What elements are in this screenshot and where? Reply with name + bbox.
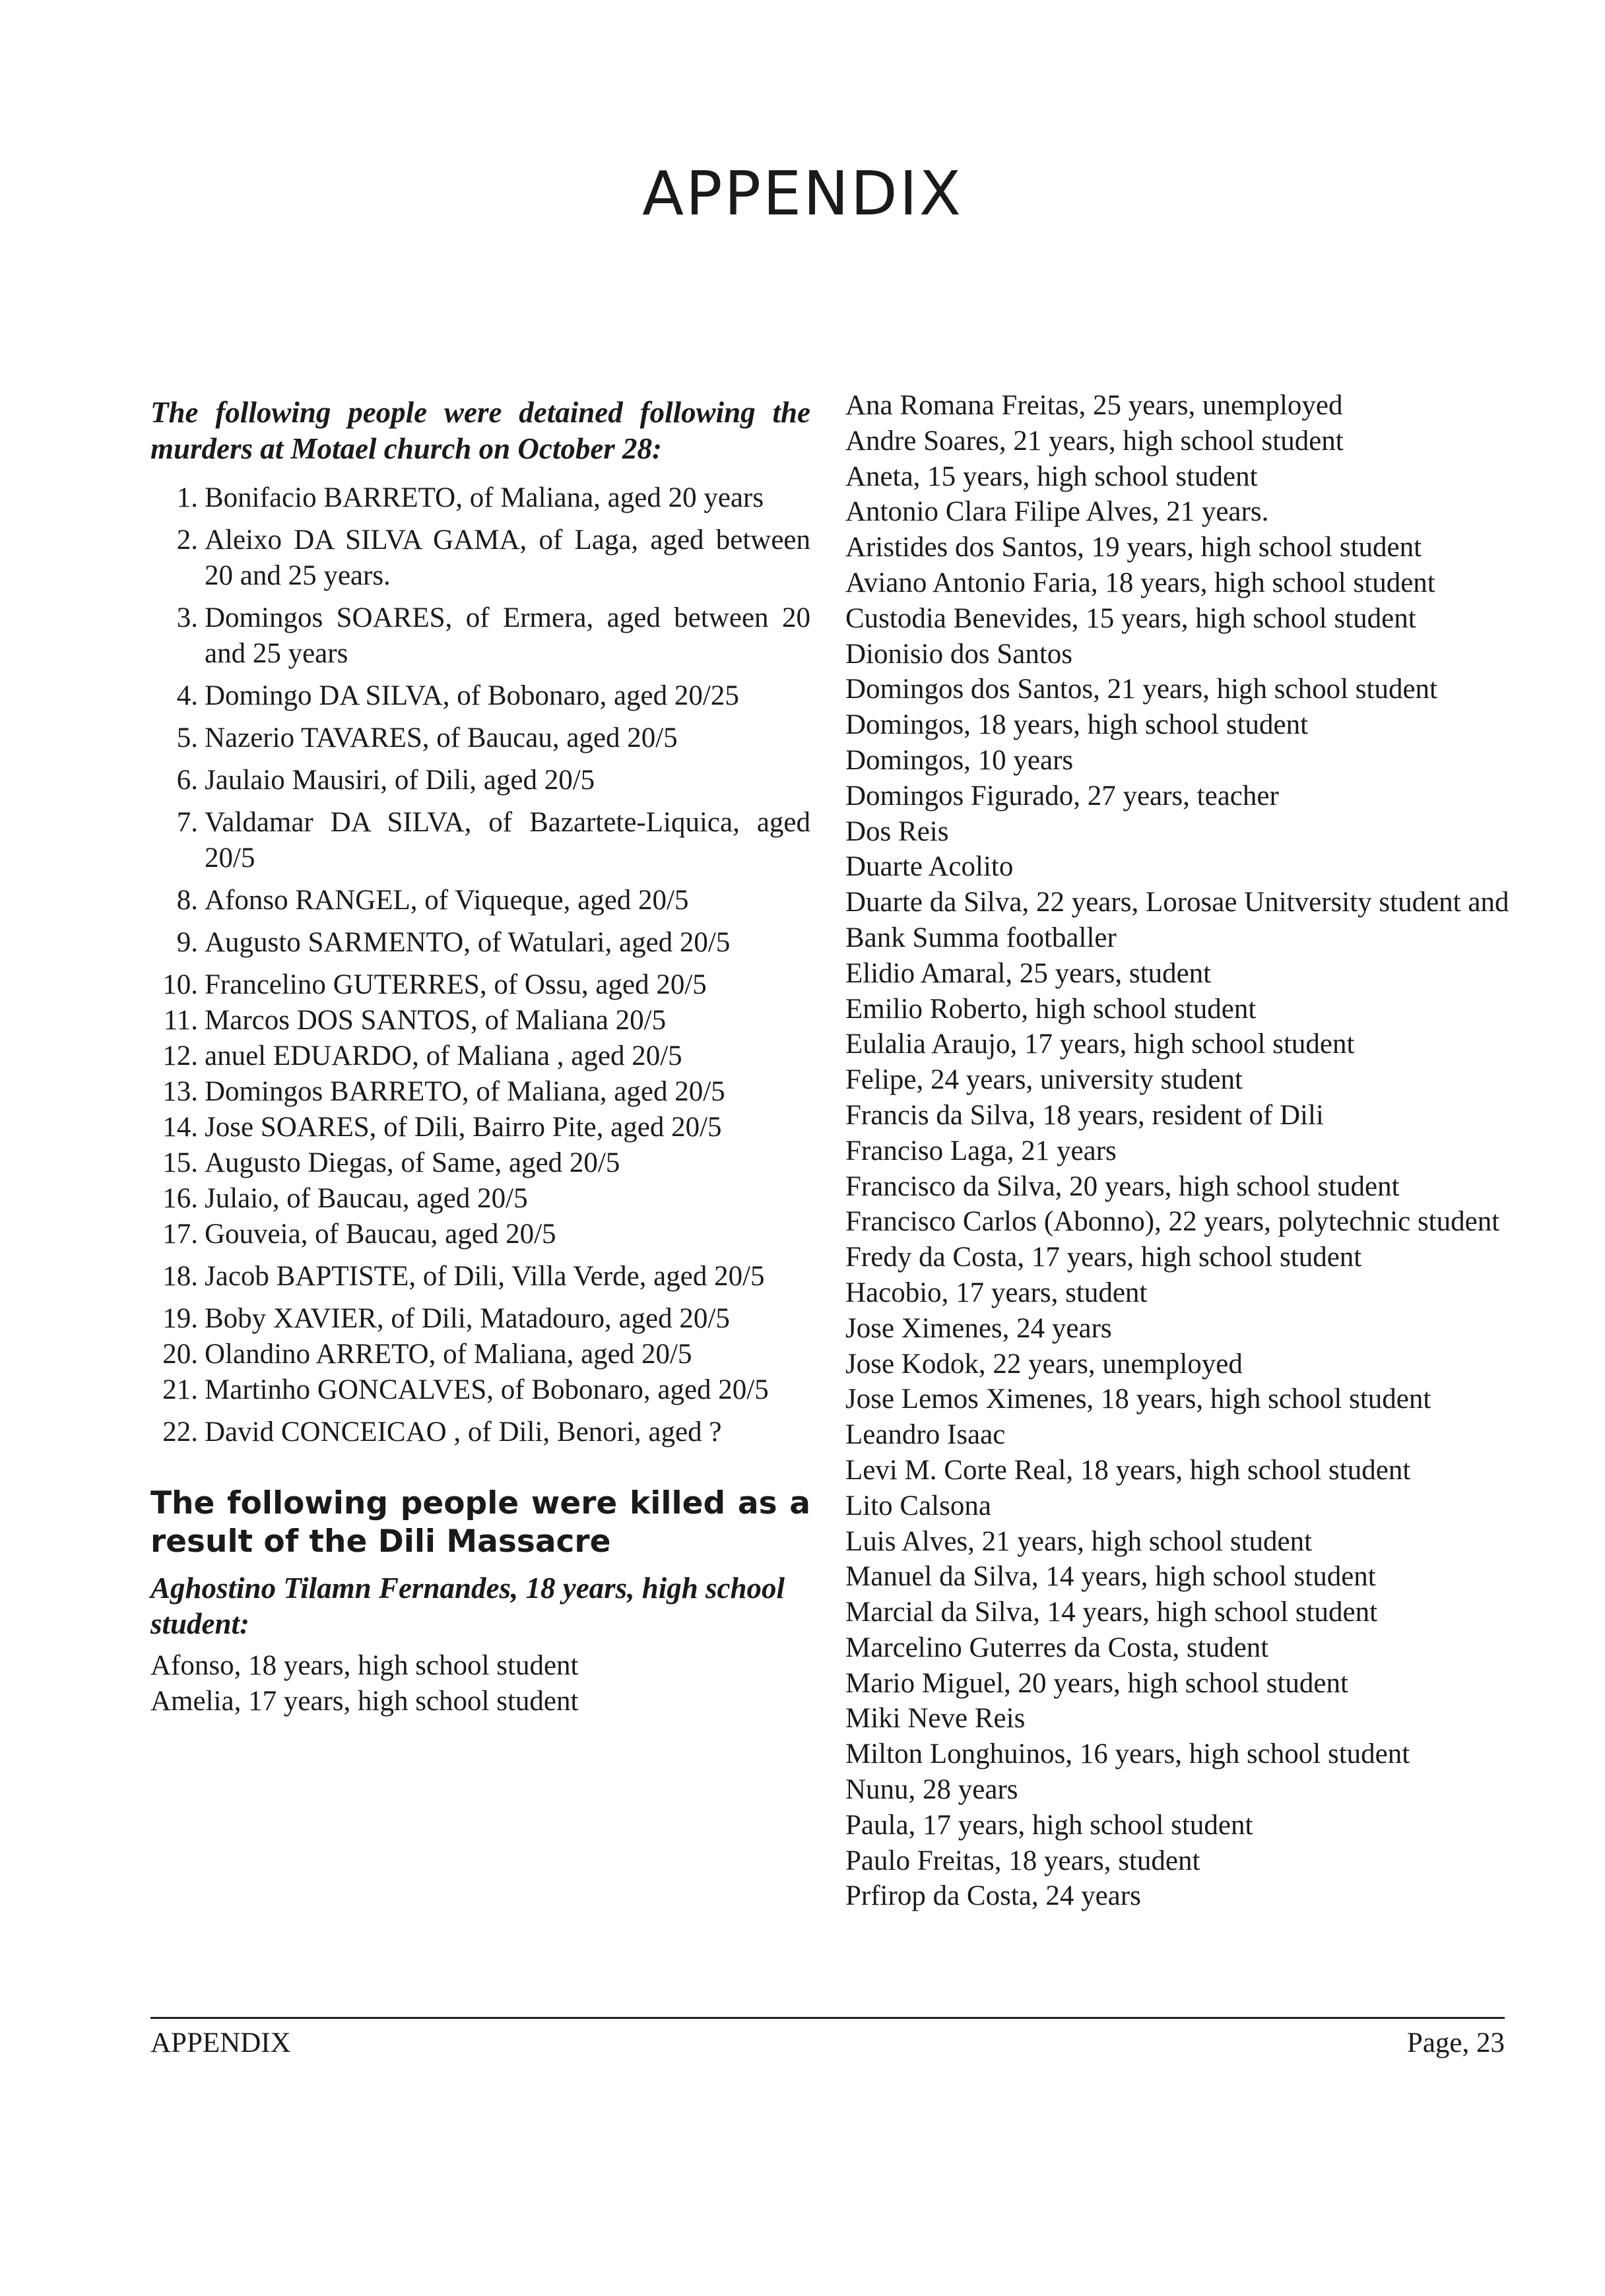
footer-rule <box>150 2017 1505 2019</box>
victim-entry: Custodia Benevides, 15 years, high school student <box>845 602 1416 634</box>
victim-entry: Jose Kodok, 22 years, unemployed <box>845 1348 1243 1380</box>
detainee-entry: Domingos SOARES, of Ermera, aged between 20 and 25 years <box>205 602 810 669</box>
victim-entry: Francisco da Silva, 20 years, high school student <box>845 1170 1400 1202</box>
footer-section-label: APPENDIX <box>150 2027 291 2058</box>
detainee-item <box>150 1415 810 1450</box>
victim-entry: Dionisio dos Santos <box>845 638 1073 670</box>
victim-entry: Ana Romana Freitas, 25 years, unemployed <box>845 390 1343 421</box>
detainee-item <box>150 1337 810 1372</box>
detainee-item <box>150 925 810 961</box>
detainee-number: 12. <box>162 1040 198 1071</box>
detainee-item <box>150 1074 810 1110</box>
detainee-item <box>150 883 810 918</box>
detainee-number: 1. <box>176 482 198 513</box>
victim-entry: Leandro Isaac <box>845 1419 1006 1451</box>
detainee-item <box>150 720 810 756</box>
detainee-item <box>150 678 810 714</box>
detainee-number: 19. <box>162 1303 198 1334</box>
victim-entry: Eulalia Araujo, 17 years, high school student <box>845 1029 1355 1060</box>
victim-entry: Francis da Silva, 18 years, resident of Dili <box>845 1099 1324 1131</box>
victim-entry: Mario Miguel, 20 years, high school student <box>845 1667 1348 1699</box>
victim-entry: Emilio Roberto, high school student <box>845 993 1257 1025</box>
detainee-entry: Afonso RANGEL, of Viqueque, aged 20/5 <box>205 885 689 916</box>
detainee-number: 17. <box>162 1219 198 1250</box>
detainee-number: 21. <box>162 1374 198 1405</box>
detainee-entry: Valdamar DA SILVA, of Bazartete-Liquica, aged 20/5 <box>205 807 810 874</box>
detainee-entry: Augusto SARMENTO, of Watulari, aged 20/5 <box>205 927 731 958</box>
detainee-item <box>150 1217 810 1252</box>
victim-entry: Hacobio, 17 years, student <box>845 1277 1148 1308</box>
detainee-number: 15. <box>162 1147 198 1178</box>
victim-entry: Luis Alves, 21 years, high school student <box>845 1525 1313 1557</box>
victim-entry: Domingos Figurado, 27 years, teacher <box>845 780 1279 812</box>
victim-list-left <box>150 1648 810 1719</box>
detainee-entry: Nazerio TAVARES, of Baucau, aged 20/5 <box>205 722 678 753</box>
detainee-item <box>150 1301 810 1337</box>
detainee-entry: Domingo DA SILVA, of Bobonaro, aged 20/25 <box>205 680 739 711</box>
detainee-number: 6. <box>176 765 198 796</box>
detainee-number: 11. <box>163 1005 198 1036</box>
detainee-item <box>150 805 810 876</box>
detainee-entry: Bonifacio BARRETO, of Maliana, aged 20 years <box>205 482 764 513</box>
left-column <box>150 395 810 1719</box>
detainee-item <box>150 1145 810 1181</box>
victim-entry: Aneta, 15 years, high school student <box>845 461 1258 492</box>
victim-entry: Levi M. Corte Real, 18 years, high school student <box>845 1454 1411 1486</box>
victim-entry: Duarte Acolito <box>845 851 1014 883</box>
detainee-number: 2. <box>176 525 198 556</box>
victim-entry: Jose Lemos Ximenes, 18 years, high school student <box>845 1384 1431 1415</box>
detainee-item <box>150 480 810 516</box>
victim-entry: Nunu, 28 years <box>845 1774 1018 1806</box>
detainee-number: 8. <box>176 885 198 916</box>
victim-entry: Felipe, 24 years, university student <box>845 1064 1243 1096</box>
victim-entry: Paulo Freitas, 18 years, student <box>845 1845 1200 1876</box>
detainee-item <box>150 523 810 594</box>
detainee-entry: David CONCEICAO , of Dili, Benori, aged ? <box>205 1417 722 1448</box>
detainee-entry: anuel EDUARDO, of Maliana , aged 20/5 <box>205 1040 682 1071</box>
detainee-item <box>150 1110 810 1145</box>
killed-subheading: Aghostino Tilamn Fernandes, 18 years, high school student: <box>150 1572 785 1640</box>
detainee-entry: Marcos DOS SANTOS, of Maliana 20/5 <box>205 1005 667 1036</box>
detainee-item <box>150 763 810 798</box>
victim-entry: Domingos, 18 years, high school student <box>845 709 1309 741</box>
victim-entry: Miki Neve Reis <box>845 1703 1026 1735</box>
detainee-list <box>150 480 810 1450</box>
victim-entry: Domingos, 10 years <box>845 744 1074 776</box>
detainee-entry: Jacob BAPTISTE, of Dili, Villa Verde, aged 20/5 <box>205 1261 765 1292</box>
victim-entry: Manuel da Silva, 14 years, high school student <box>845 1561 1376 1593</box>
victim-entry: Elidio Amaral, 25 years, student <box>845 957 1212 989</box>
victim-entry: Duarte da Silva, 22 years, Lorosae Unitversity student and Bank Summa footballer <box>845 887 1509 953</box>
detainee-entry: Jose SOARES, of Dili, Bairro Pite, aged 20/5 <box>205 1112 722 1143</box>
victim-entry: Marcelino Guterres da Costa, student <box>845 1632 1269 1663</box>
footer-page-number: Page, 23 <box>1406 2027 1505 2058</box>
detainee-number: 7. <box>176 807 198 838</box>
victim-entry: Lito Calsona <box>845 1490 991 1521</box>
victim-entry: Dos Reis <box>845 815 949 847</box>
victim-list-right <box>845 388 1519 1914</box>
victim-entry: Amelia, 17 years, high school student <box>150 1685 579 1717</box>
detainee-number: 16. <box>162 1183 198 1214</box>
victim-entry: Andre Soares, 21 years, high school student <box>845 425 1344 457</box>
detainee-entry: Gouveia, of Baucau, aged 20/5 <box>205 1219 556 1250</box>
detainee-number: 14. <box>162 1112 198 1143</box>
detained-intro: The following people were detained following the murders at Motael church on October 28: <box>150 396 810 465</box>
detainee-item <box>150 1038 810 1074</box>
detainee-entry: Domingos BARRETO, of Maliana, aged 20/5 <box>205 1076 725 1107</box>
detainee-number: 22. <box>162 1417 198 1448</box>
victim-entry: Fredy da Costa, 17 years, high school student <box>845 1242 1362 1273</box>
victim-entry: Paula, 17 years, high school student <box>845 1809 1253 1841</box>
detainee-item <box>150 1003 810 1038</box>
victim-entry: Jose Ximenes, 24 years <box>845 1312 1112 1344</box>
victim-entry: Francisco Carlos (Abonno), 22 years, polytechnic student <box>845 1206 1500 1238</box>
detainee-entry: Boby XAVIER, of Dili, Matadouro, aged 20/5 <box>205 1303 730 1334</box>
detainee-entry: Olandino ARRETO, of Maliana, aged 20/5 <box>205 1339 692 1370</box>
detainee-entry: Augusto Diegas, of Same, aged 20/5 <box>205 1147 620 1178</box>
detainee-number: 18. <box>162 1261 198 1292</box>
detainee-number: 10. <box>162 969 198 1000</box>
detainee-number: 5. <box>176 722 198 753</box>
detainee-number: 3. <box>176 602 198 633</box>
detainee-entry: Aleixo DA SILVA GAMA, of Laga, aged between 20 and 25 years. <box>205 525 810 591</box>
victim-entry: Domingos dos Santos, 21 years, high school student <box>845 674 1437 705</box>
detainee-item <box>150 600 810 672</box>
detainee-item <box>150 1259 810 1294</box>
victim-entry: Antonio Clara Filipe Alves, 21 years. <box>845 496 1269 528</box>
victim-entry: Franciso Laga, 21 years <box>845 1135 1117 1166</box>
victim-entry: Marcial da Silva, 14 years, high school student <box>845 1597 1378 1628</box>
detainee-item <box>150 1181 810 1217</box>
detainee-entry: Martinho GONCALVES, of Bobonaro, aged 20/5 <box>205 1374 769 1405</box>
victim-entry: Prfirop da Costa, 24 years <box>845 1880 1141 1912</box>
detainee-number: 13. <box>162 1076 198 1107</box>
detainee-item <box>150 1372 810 1408</box>
victim-entry: Aviano Antonio Faria, 18 years, high school student <box>845 567 1435 598</box>
detainee-entry: Jaulaio Mausiri, of Dili, aged 20/5 <box>205 765 595 796</box>
killed-heading: The following people were killed as a result of the Dili Massacre <box>150 1485 810 1560</box>
victim-entry: Milton Longhuinos, 16 years, high school student <box>845 1738 1410 1770</box>
detainee-number: 9. <box>176 927 198 958</box>
victim-entry: Aristides dos Santos, 19 years, high school student <box>845 532 1422 563</box>
right-column <box>845 388 1519 1914</box>
page-title: APPENDIX <box>642 158 963 229</box>
detainee-entry: Francelino GUTERRES, of Ossu, aged 20/5 <box>205 969 707 1000</box>
victim-entry: Afonso, 18 years, high school student <box>150 1650 579 1681</box>
detainee-number: 20. <box>162 1339 198 1370</box>
detainee-entry: Julaio, of Baucau, aged 20/5 <box>205 1183 528 1214</box>
detainee-number: 4. <box>176 680 198 711</box>
detainee-item <box>150 967 810 1003</box>
